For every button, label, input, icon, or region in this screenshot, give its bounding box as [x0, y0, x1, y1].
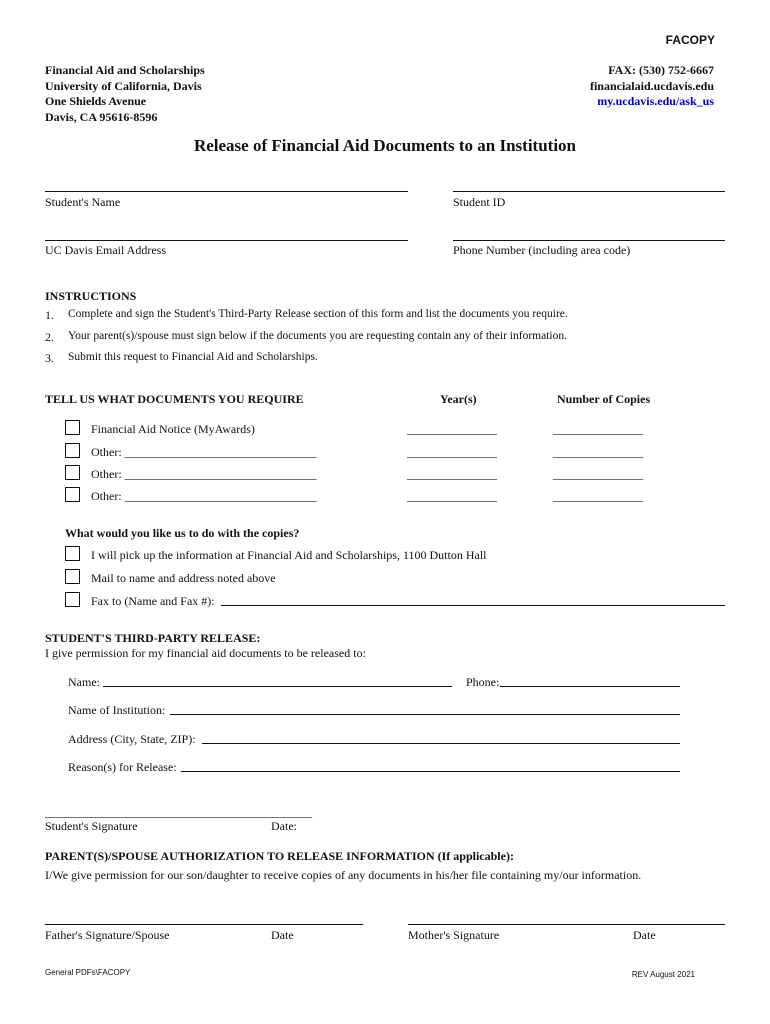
- doc-label-3[interactable]: Other: ________________________________: [91, 467, 317, 481]
- website: financialaid.ucdavis.edu: [589, 78, 714, 93]
- institution-label: Name of Institution:: [68, 703, 166, 717]
- instruction-text-3: Submit this request to Financial Aid and Scholarships.: [68, 351, 318, 363]
- reasons-line[interactable]: [181, 771, 680, 772]
- office-line-1: Financial Aid and Scholarships: [45, 63, 205, 77]
- institution-line[interactable]: [170, 714, 680, 715]
- release-phone-line[interactable]: [500, 686, 680, 687]
- student-id-line[interactable]: [453, 191, 725, 192]
- release-name-label: Name:: [68, 675, 100, 689]
- doc-checkbox-3[interactable]: [65, 465, 80, 480]
- office-line-4: Davis, CA 95616-8596: [45, 109, 158, 124]
- father-signature-line[interactable]: [45, 924, 363, 925]
- parent-permission-text: I/We give permission for our son/daughter to receive copies of any documents in his/her file containing my/our information.: [45, 868, 642, 882]
- doc-label-2[interactable]: Other: ________________________________: [91, 445, 317, 459]
- doc-checkbox-4[interactable]: [65, 487, 80, 502]
- fax-name-line[interactable]: [221, 605, 725, 606]
- mother-signature-label: Mother's Signature: [408, 928, 500, 942]
- doc-years-4[interactable]: _______________: [407, 489, 497, 503]
- office-line-3: One Shields Avenue: [45, 94, 147, 108]
- fax-label: Fax to (Name and Fax #):: [91, 594, 215, 608]
- doc-copies-4[interactable]: _______________: [553, 489, 643, 503]
- student-signature-label: Student's Signature: [45, 819, 138, 833]
- instruction-text-2: Your parent(s)/spouse must sign below if the documents you are requesting contain any of their information.: [68, 330, 567, 342]
- doc-checkbox-1[interactable]: [65, 420, 80, 435]
- fax-checkbox[interactable]: [65, 592, 80, 607]
- mother-date-label: Date: [633, 928, 656, 942]
- doc-label-1: Financial Aid Notice (MyAwards): [91, 422, 255, 436]
- fax-number: FAX: (530) 752-6667: [608, 63, 714, 77]
- instructions-heading: INSTRUCTIONS: [45, 289, 137, 303]
- instruction-num-3: 3.: [45, 351, 54, 365]
- doc-copies-1[interactable]: _______________: [553, 422, 643, 436]
- pickup-label: I will pick up the information at Financial Aid and Scholarships, 1100 Dutton Hall: [91, 548, 487, 562]
- doc-label-4[interactable]: Other: ________________________________: [91, 489, 317, 503]
- student-signature-line[interactable]: ______________________________________________: [45, 805, 312, 819]
- student-id-label: Student ID: [453, 195, 506, 209]
- pickup-checkbox[interactable]: [65, 546, 80, 561]
- father-date-label: Date: [271, 928, 294, 942]
- email-label: UC Davis Email Address: [45, 243, 166, 257]
- student-date-label: Date:: [271, 819, 297, 833]
- doc-copies-3[interactable]: _______________: [553, 467, 643, 481]
- office-address: [45, 63, 205, 125]
- doc-years-2[interactable]: _______________: [407, 445, 497, 459]
- father-signature-label: Father's Signature/Spouse: [45, 928, 170, 942]
- address-label: Address (City, State, ZIP):: [68, 732, 196, 746]
- release-name-line[interactable]: [103, 686, 452, 687]
- instruction-text-1: Complete and sign the Student's Third-Party Release section of this form and list the documents you require.: [68, 308, 568, 320]
- phone-label: Phone Number (including area code): [453, 243, 631, 257]
- phone-line[interactable]: [453, 240, 725, 241]
- footer-file-path: General PDFs\FACOPY: [45, 968, 131, 977]
- doc-years-3[interactable]: _______________: [407, 467, 497, 481]
- student-name-label: Student's Name: [45, 195, 121, 209]
- doc-copies-2[interactable]: _______________: [553, 445, 643, 459]
- office-line-2: University of California, Davis: [45, 78, 202, 93]
- release-heading: STUDENT'S THIRD-PARTY RELEASE:: [45, 631, 261, 645]
- office-contact: [590, 63, 714, 110]
- doc-years-1[interactable]: _______________: [407, 422, 497, 436]
- instruction-num-2: 2.: [45, 330, 54, 344]
- mail-label: Mail to name and address noted above: [91, 571, 276, 585]
- page-title: Release of Financial Aid Documents to an Institution: [193, 136, 577, 155]
- documents-heading: TELL US WHAT DOCUMENTS YOU REQUIRE: [45, 392, 304, 406]
- copies-column-header: Number of Copies: [557, 392, 651, 406]
- copies-question: What would you like us to do with the copies?: [65, 526, 300, 540]
- parent-heading: PARENT(S)/SPOUSE AUTHORIZATION TO RELEASE INFORMATION (If applicable):: [45, 849, 514, 863]
- student-name-line[interactable]: [45, 191, 408, 192]
- years-column-header: Year(s): [440, 392, 477, 406]
- footer-revision: REV August 2021: [631, 970, 695, 979]
- release-phone-label: Phone:: [466, 675, 500, 689]
- mother-signature-line[interactable]: [408, 924, 725, 925]
- form-code: FACOPY: [665, 33, 715, 47]
- release-subtitle: I give permission for my financial aid documents to be released to:: [45, 646, 366, 660]
- doc-checkbox-2[interactable]: [65, 443, 80, 458]
- address-line[interactable]: [202, 743, 680, 744]
- instruction-num-1: 1.: [45, 308, 54, 322]
- email-line[interactable]: [45, 240, 408, 241]
- mail-checkbox[interactable]: [65, 569, 80, 584]
- reasons-label: Reason(s) for Release:: [68, 760, 177, 774]
- ask-us-link[interactable]: my.ucdavis.edu/ask_us: [597, 94, 714, 108]
